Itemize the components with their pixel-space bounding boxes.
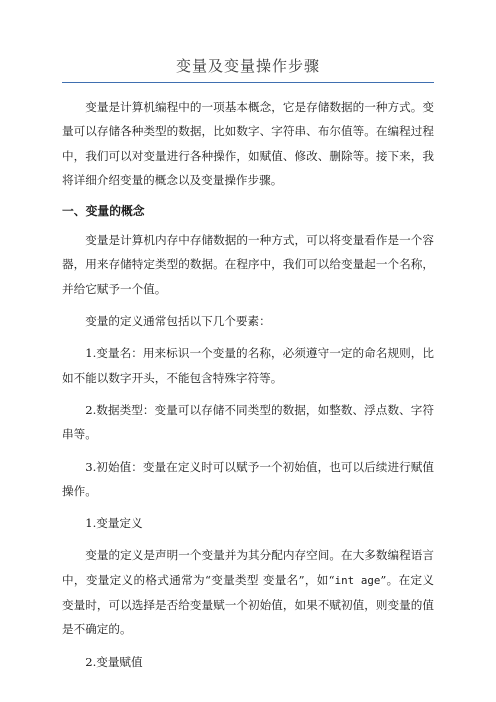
- list-item-data-type: 2.数据类型：变量可以存储不同类型的数据，如整数、浮点数、字符串等。: [62, 402, 434, 442]
- definition-text-before: 变量的定义是声明一个变量并为其分配内存空间。在大多数编程语言中，变量定义的格式通常为“变量类型 变量名”，如“: [62, 548, 434, 587]
- definition-text-after: ”。在定义变量时，可以选择是否给变量赋一个初始值，如果不赋初值，则变量的值是不确定的。: [62, 572, 434, 637]
- document-page: [62, 56, 434, 682]
- variable-definition-paragraph: [62, 543, 434, 641]
- document-title: 变量及变量操作步骤: [175, 57, 320, 75]
- intro-paragraph: 变量是计算机编程中的一项基本概念，它是存储数据的一种方式。变量可以存储各种类型的数据，比如数字、字符串、布尔值等。在编程过程中，我们可以对变量进行各种操作，如赋值、修改、删除等。接下来，我将详细介绍变量的概念以及变量操作步骤。: [62, 100, 434, 187]
- definition-elements-paragraph: 变量的定义通常包括以下几个要素：: [85, 314, 271, 329]
- code-example: int age: [334, 573, 381, 587]
- concept-paragraph: 变量是计算机内存中存储数据的一种方式，可以将变量看作是一个容器，用来存储特定类型的数据。在程序中，我们可以给变量起一个名称，并给它赋予一个值。: [62, 233, 434, 296]
- list-item-variable-name: 1.变量名：用来标识一个变量的名称，必须遵守一定的命名规则，比如不能以数字开头，不能包含特殊字符等。: [62, 346, 434, 385]
- title-underline: [62, 82, 434, 83]
- list-item-initial-value: 3.初始值：变量在定义时可以赋予一个初始值，也可以后续进行赋值操作。: [62, 459, 434, 498]
- subheading-variable-definition: 1.变量定义: [85, 516, 143, 531]
- section-heading-concept: 一、变量的概念: [62, 204, 145, 219]
- subheading-variable-assignment: 2.变量赋值: [85, 654, 143, 669]
